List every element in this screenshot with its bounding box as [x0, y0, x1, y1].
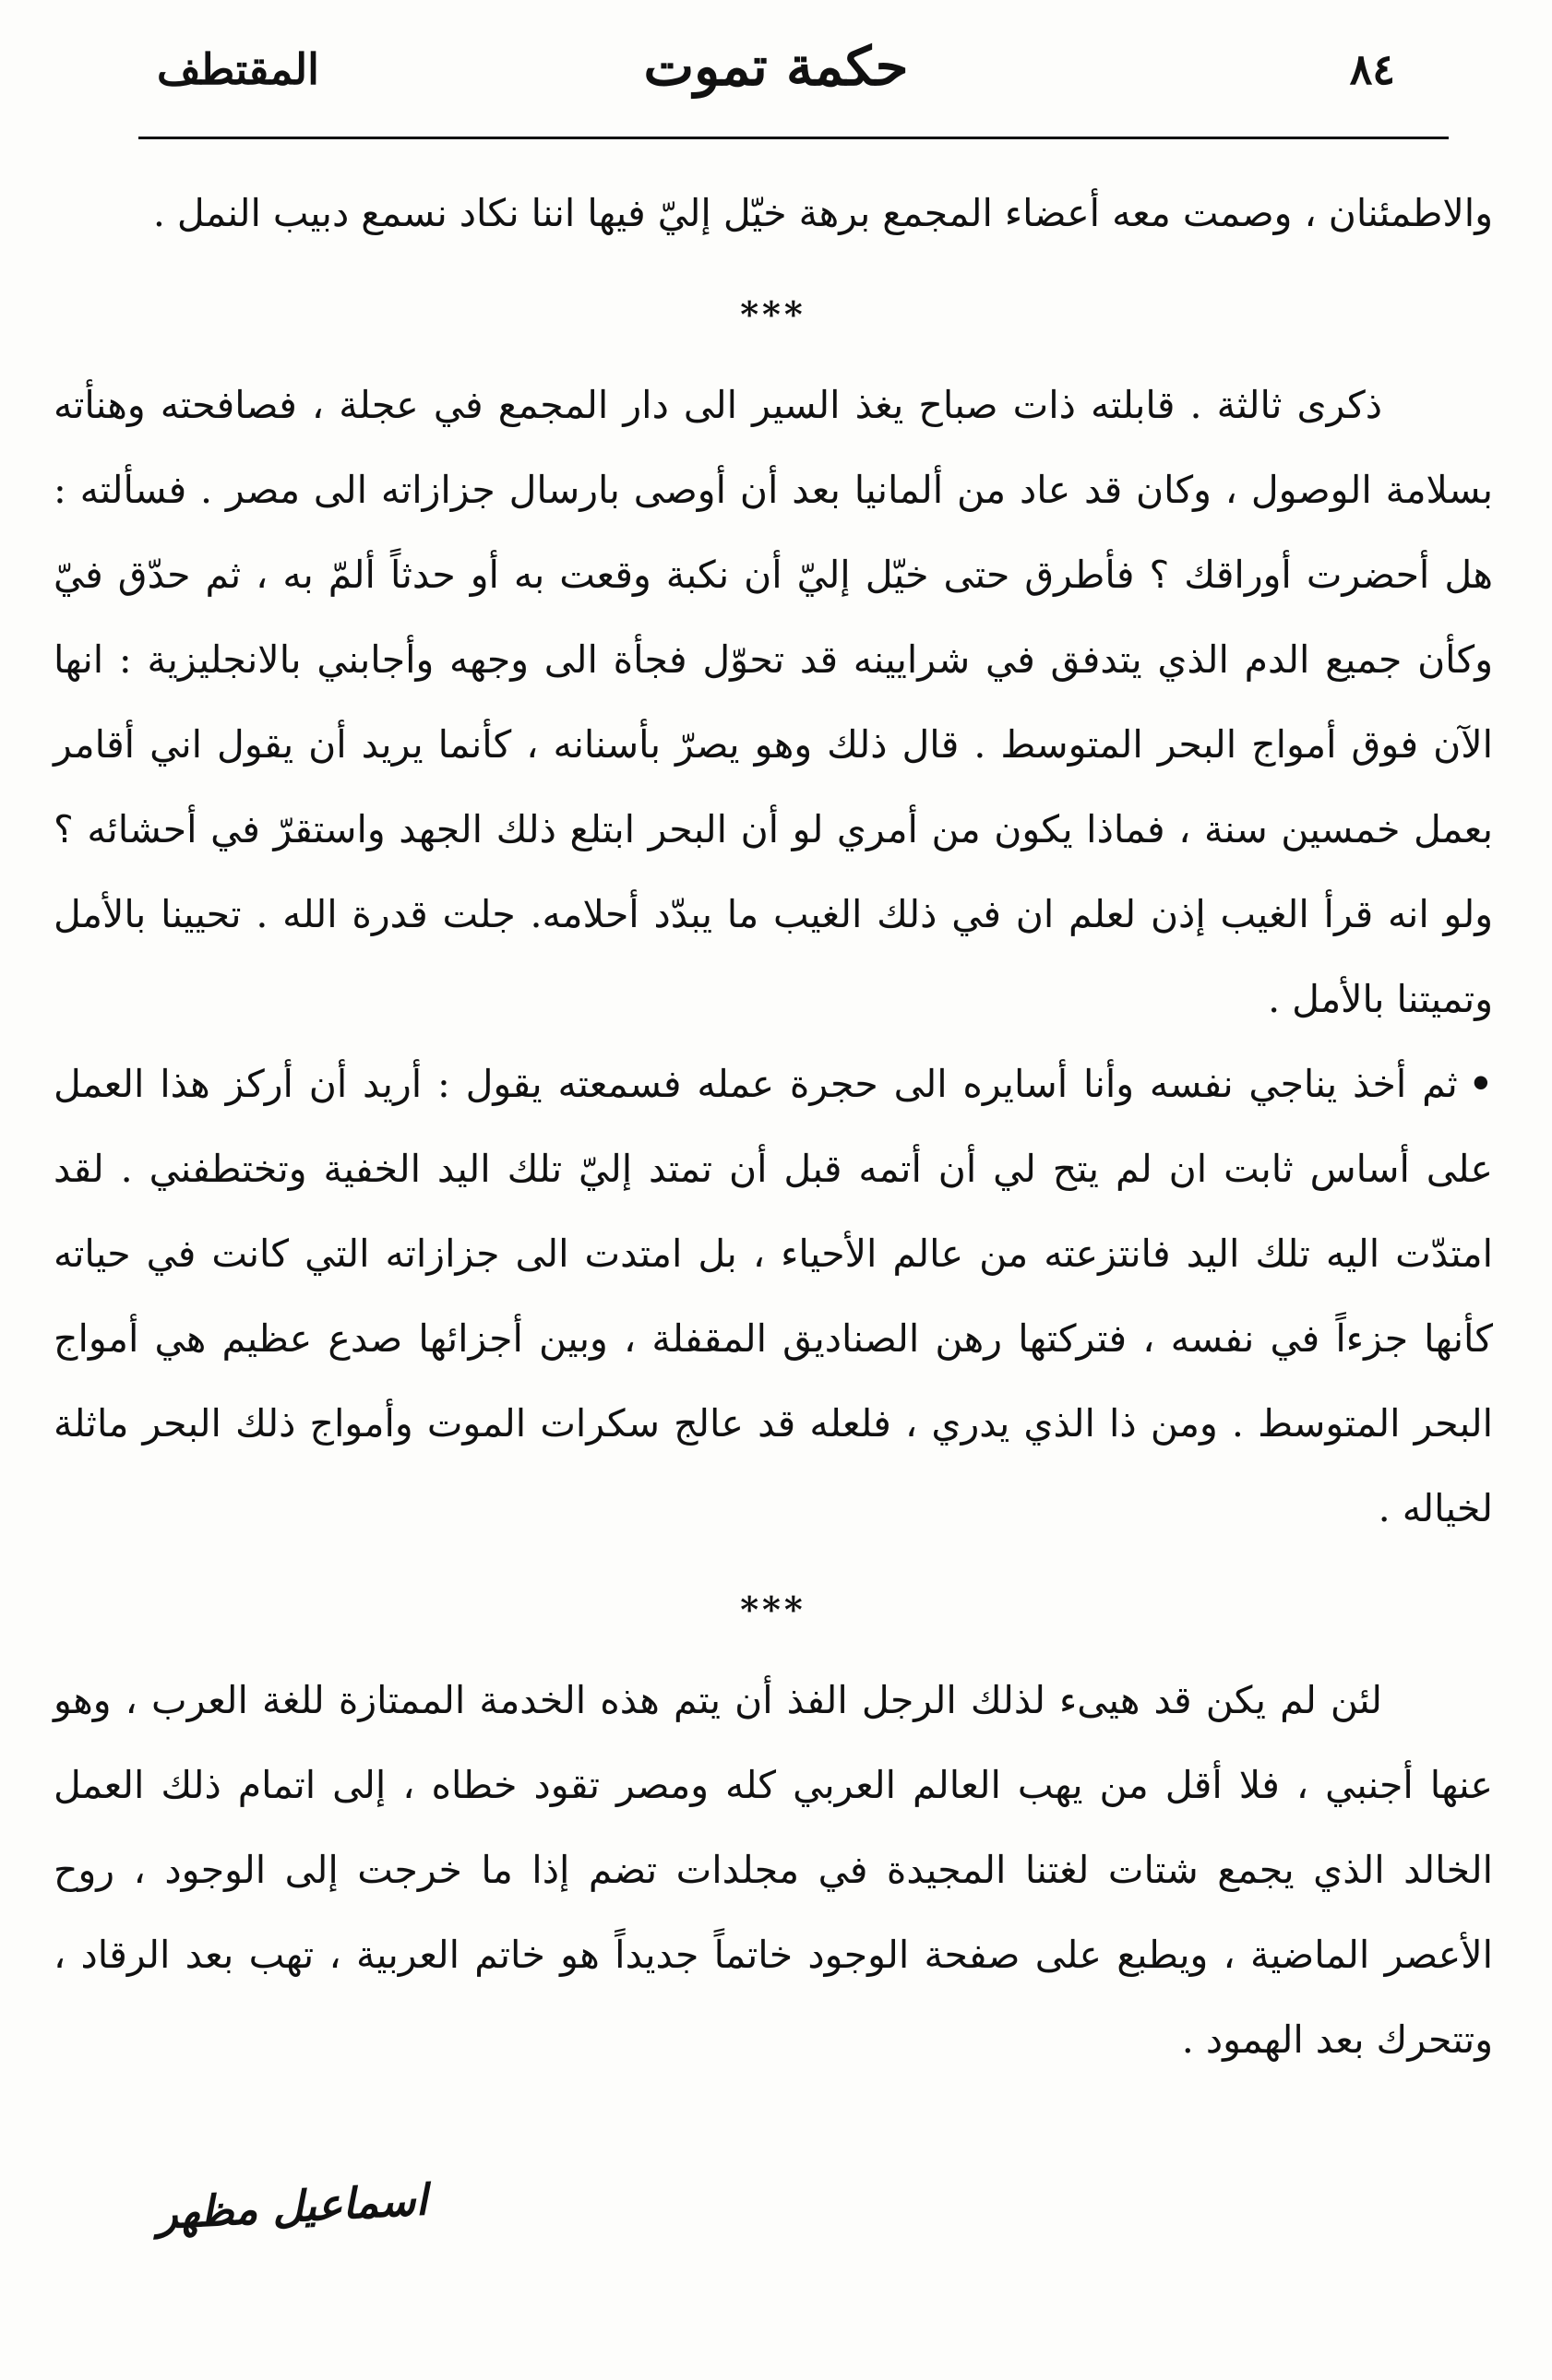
- bullet-marker: •: [1468, 1062, 1493, 1106]
- article-body: [54, 171, 1493, 2082]
- author-signature: اسماعيل مظهر: [155, 2174, 429, 2239]
- running-head: [120, 28, 1432, 111]
- paragraph-continuation: والاطمئنان ، وصمت معه أعضاء المجمع برهة خيّل إليّ فيها اننا نكاد نسمع دبيب النمل .: [152, 191, 1493, 235]
- paragraph-bulleted: [54, 1041, 1493, 1551]
- article-title: حكمة تموت: [643, 35, 909, 98]
- paragraph-bulleted-text: ثم أخذ يناجي نفسه وأنا أسايره الى حجرة عمله فسمعته يقول : أريد أن أركز هذا العمل على أساس ثابت ان لم يتح لي أن أتمه قبل أن تمتد إليّ تلك اليد الخفية وتختطفني . لقد امتدّت اليه تلك اليد فانتزعته من عالم الأحياء ، بل امتدت الى جزازاته التي كانت في حياته كأنها جزءاً في نفسه ، فتركتها رهن الصناديق المقفلة ، وبين أجزائها صدع عظيم هي أمواج البحر المتوسط . ومن ذا الذي يدري ، فلعله قد عالج سكرات الموت وأمواج ذلك البحر ماثلة لخياله .: [54, 1062, 1493, 1530]
- journal-name: المقتطف: [157, 44, 319, 94]
- section-separator: ***: [740, 293, 806, 335]
- paragraph-third-memory: ذكرى ثالثة . قابلته ذات صباح يغذ السير الى دار المجمع في عجلة ، فصافحته وهنأته بسلامة الوصول ، وكان قد عاد من ألمانيا بعد أن أوصى بارسال جزازاته الى مصر . فسألته : هل أحضرت أوراقك ؟ فأطرق حتى خيّل إليّ أن نكبة وقعت به أو حدثاً ألمّ به ، ثم حدّق فيّ وكأن جميع الدم الذي يتدفق في شرايينه قد تحوّل فجأة الى وجهه وأجابني بالانجليزية : انها الآن فوق أمواج البحر المتوسط . قال ذلك وهو يصرّ بأسنانه ، كأنما يريد أن يقول اني أقامر بعمل خمسين سنة ، فماذا يكون من أمري لو أن البحر ابتلع ذلك الجهد واستقرّ في أحشائه ؟ ولو انه قرأ الغيب إذن لعلم ان في ذلك الغيب ما يبدّد أحلامه. جلت قدرة الله . تحيينا بالأمل وتميتنا بالأمل .: [54, 383, 1493, 1021]
- header-rule: [138, 137, 1449, 139]
- section-separator: ***: [740, 1589, 806, 1630]
- paragraph-closing: لئن لم يكن قد هيىء لذلك الرجل الفذ أن يتم هذه الخدمة الممتازة للغة العرب ، وهو عنها أجنبي ، فلا أقل من يهب العالم العربي كله ومصر تقود خطاه ، إلى اتمام ذلك العمل الخالد الذي يجمع شتات لغتنا المجيدة في مجلدات تضم إذا ما خرجت إلى الوجود ، روح الأعصر الماضية ، ويطبع على صفحة الوجود خاتماً جديداً هو خاتم العربية ، تهب بعد الرقاد ، وتتحرك بعد الهمود .: [54, 1678, 1493, 2062]
- page-number: ٨٤: [1349, 44, 1395, 94]
